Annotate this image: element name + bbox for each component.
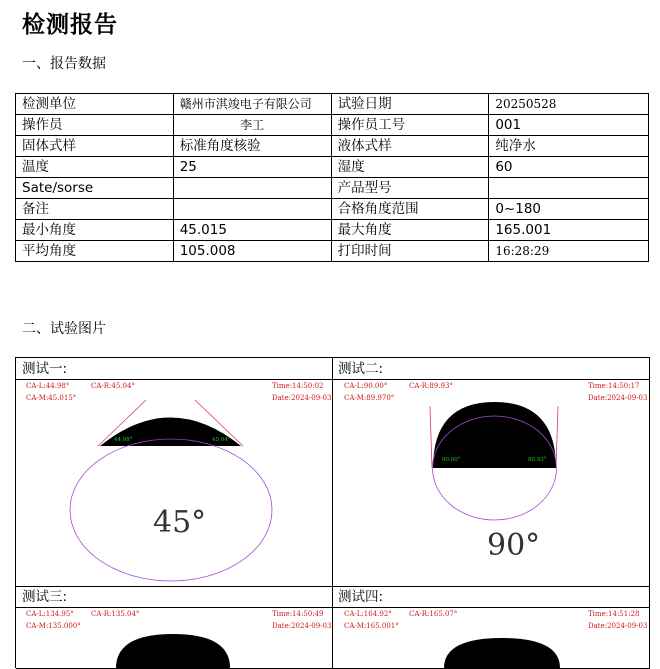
- test-cell-1: [16, 358, 333, 587]
- angle-left-label: 44.98°: [114, 437, 133, 443]
- table-row: [16, 136, 649, 157]
- table-row: [16, 220, 649, 241]
- date-readout: Date:2024-09-03: [272, 394, 332, 402]
- table-cell: [173, 178, 331, 199]
- ca-l-readout: CA-L:164.92°: [344, 610, 392, 618]
- time-readout: Time:14:50:49: [272, 610, 324, 618]
- ca-r-readout: CA-R:89.93°: [409, 382, 453, 390]
- ca-m-readout: CA-M:45.015°: [26, 394, 77, 402]
- tangent-right: [556, 406, 558, 468]
- table-cell: 最大角度: [331, 220, 489, 241]
- table-cell: 45.015: [173, 220, 331, 241]
- ca-l-readout: CA-L:90.00°: [344, 382, 388, 390]
- table-cell: 检测单位: [16, 94, 174, 115]
- table-cell: 赣州市淇竣电子有限公司: [173, 94, 331, 115]
- table-cell: 20250528: [489, 94, 649, 115]
- date-readout: Date:2024-09-03: [588, 622, 648, 630]
- table-cell: Sate/sorse: [16, 178, 174, 199]
- table-cell: 试验日期: [331, 94, 489, 115]
- test-label: 测试二:: [338, 361, 384, 377]
- section-heading-report-data: 一、报告数据: [22, 56, 106, 72]
- angle-right-label: 89.93°: [528, 457, 547, 463]
- table-cell: 李工: [173, 115, 331, 136]
- table-cell: 液体式样: [331, 136, 489, 157]
- test-image-4: [332, 608, 649, 668]
- time-readout: Time:14:50:02: [272, 382, 324, 390]
- section-heading-test-images: 二、试验图片: [22, 321, 106, 337]
- table-row: [16, 157, 649, 178]
- table-cell: 操作员工号: [331, 115, 489, 136]
- test-image-1: [16, 380, 332, 586]
- table-cell: 105.008: [173, 241, 331, 262]
- test-image-2: [332, 380, 649, 586]
- table-cell: 16:28:29: [489, 241, 649, 262]
- test-cell-4: [332, 586, 650, 669]
- table-row: [16, 115, 649, 136]
- table-cell: 60: [489, 157, 649, 178]
- test-label: 测试四:: [338, 589, 384, 605]
- droplet-shape: [116, 634, 230, 668]
- table-row: [16, 178, 649, 199]
- table-cell: 165.001: [489, 220, 649, 241]
- nominal-angle-label: 90°: [487, 528, 541, 563]
- table-cell: 最小角度: [16, 220, 174, 241]
- test-image-3: [16, 608, 332, 668]
- table-cell: 平均角度: [16, 241, 174, 262]
- table-cell: [489, 178, 649, 199]
- table-cell: 备注: [16, 199, 174, 220]
- ca-m-readout: CA-M:135.000°: [26, 622, 81, 630]
- table-row: [16, 241, 649, 262]
- time-readout: Time:14:50:17: [588, 382, 640, 390]
- table-cell: 打印时间: [331, 241, 489, 262]
- table-cell: 固体式样: [16, 136, 174, 157]
- table-cell: 湿度: [331, 157, 489, 178]
- test-cell-2: [332, 358, 650, 587]
- table-cell: 0~180: [489, 199, 649, 220]
- test-label: 测试一:: [22, 361, 68, 377]
- table-cell: 温度: [16, 157, 174, 178]
- ca-m-readout: CA-M:89.970°: [344, 394, 395, 402]
- table-cell: [173, 199, 331, 220]
- nominal-angle-label: 45°: [153, 505, 207, 540]
- test-image-grid: [15, 357, 650, 668]
- tangent-left: [430, 406, 432, 468]
- table-row: [16, 94, 649, 115]
- table-cell: 合格角度范围: [331, 199, 489, 220]
- angle-right-label: 45.04°: [212, 437, 231, 443]
- table-cell: 产品型号: [331, 178, 489, 199]
- date-readout: Date:2024-09-03: [588, 394, 648, 402]
- table-row: [16, 199, 649, 220]
- date-readout: Date:2024-09-03: [272, 622, 332, 630]
- angle-left-label: 90.00°: [442, 457, 461, 463]
- ca-l-readout: CA-L:134.95°: [26, 610, 74, 618]
- ca-r-readout: CA-R:135.04°: [91, 610, 140, 618]
- page-title: 检测报告: [22, 12, 118, 38]
- table-cell: 纯净水: [489, 136, 649, 157]
- ca-r-readout: CA-R:165.07°: [409, 610, 458, 618]
- table-cell: 25: [173, 157, 331, 178]
- table-cell: 001: [489, 115, 649, 136]
- table-cell: 操作员: [16, 115, 174, 136]
- droplet-shape: [444, 638, 560, 668]
- test-label: 测试三:: [22, 589, 68, 605]
- ca-m-readout: CA-M:165.001°: [344, 622, 399, 630]
- report-data-table: [15, 93, 649, 262]
- table-cell: 标准角度核验: [173, 136, 331, 157]
- ca-r-readout: CA-R:45.04°: [91, 382, 135, 390]
- time-readout: Time:14:51:28: [588, 610, 640, 618]
- test-cell-3: [16, 586, 333, 669]
- ca-l-readout: CA-L:44.98°: [26, 382, 70, 390]
